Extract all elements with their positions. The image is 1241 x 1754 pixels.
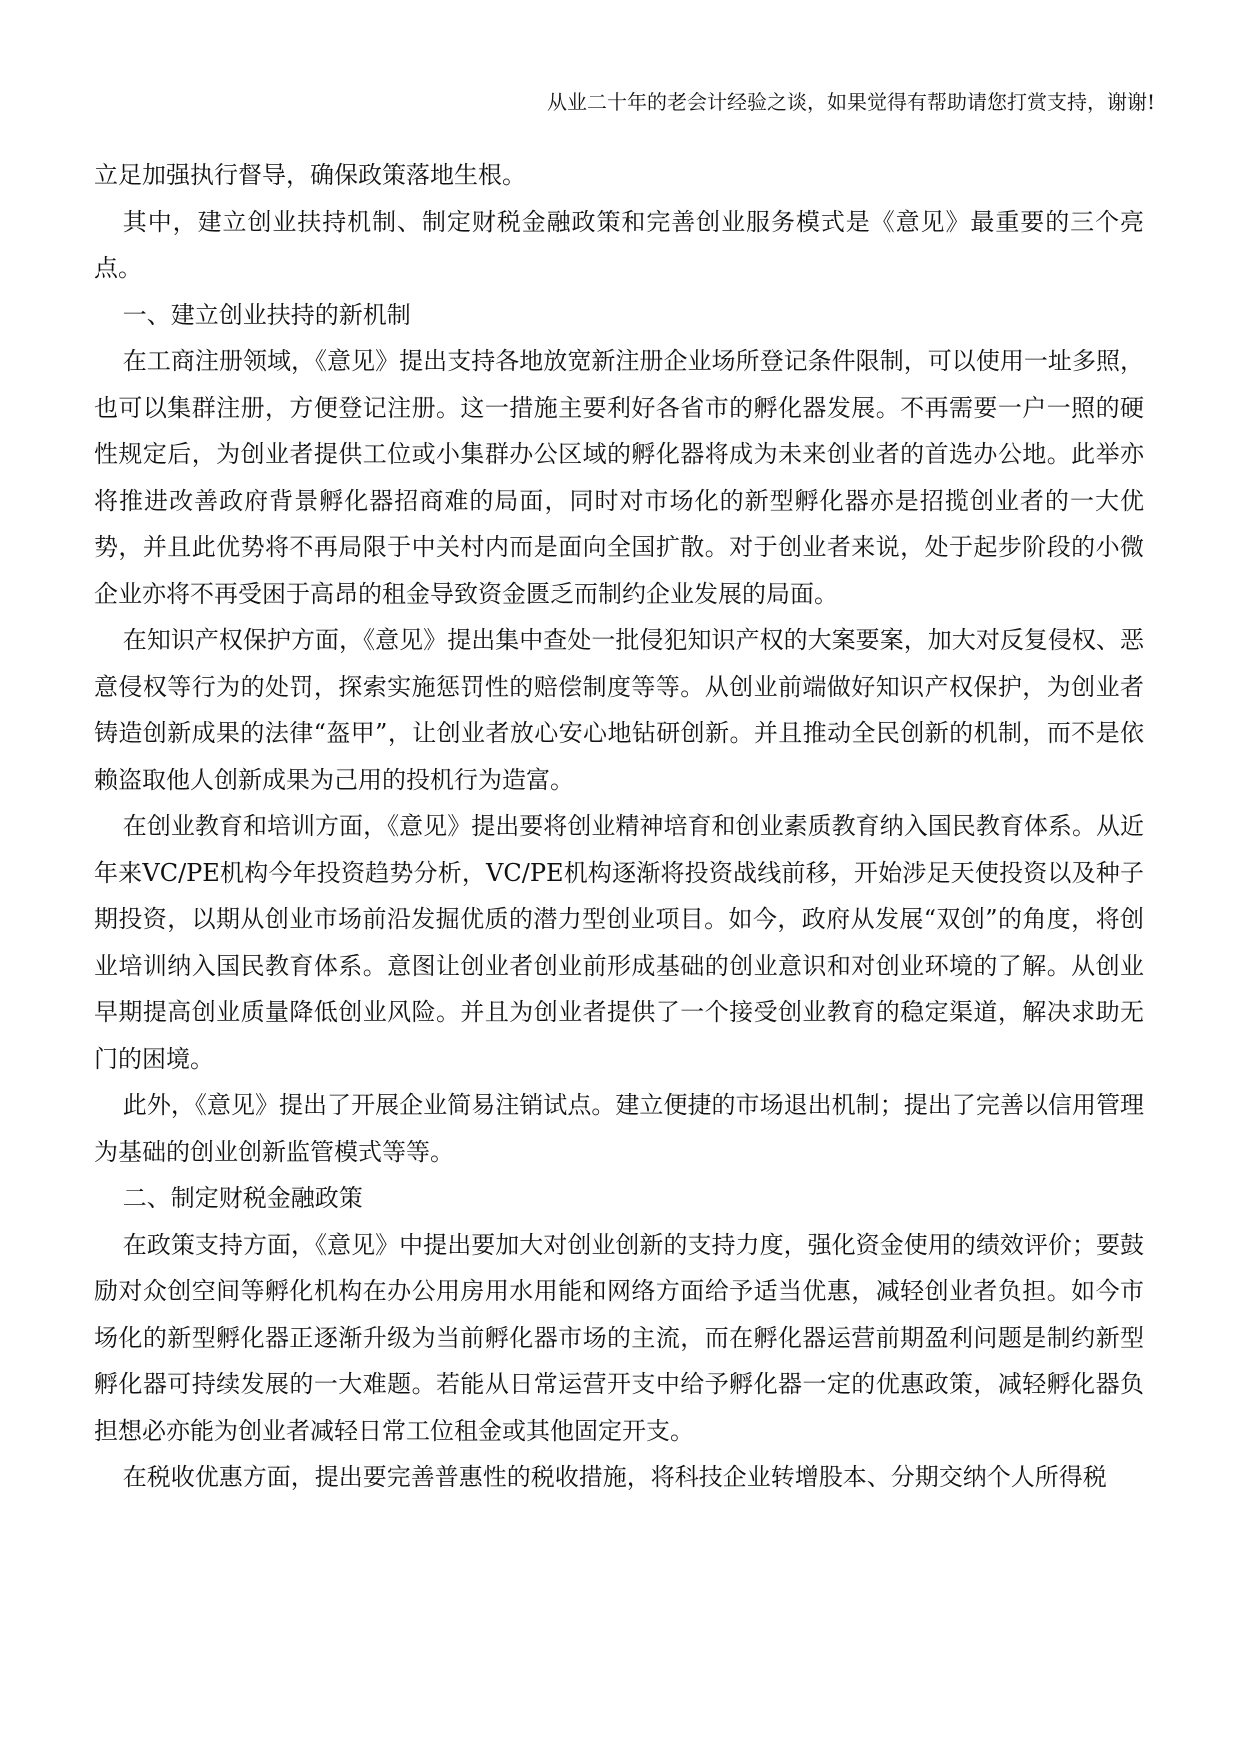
paragraph: 此外，《意见》提出了开展企业简易注销试点。建立便捷的市场退出机制；提出了完善以信用管理为基础的创业创新监管模式等等。 [94, 1091, 1144, 1166]
paragraph: 在工商注册领域，《意见》提出支持各地放宽新注册企业场所登记条件限制，可以使用一址多照，也可以集群注册，方便登记注册。这一措施主要利好各省市的孵化器发展。不再需要一户一照的硬性规定后，为创业者提供工位或小集群办公区域的孵化器将成为未来创业者的首选办公地。此举亦将推进改善政府背景孵化器招商难的局面，同时对市场化的新型孵化器亦是招揽创业者的一大优势，并且此优势将不再局限于中关村内而是面向全国扩散。对于创业者来说，处于起步阶段的小微企业亦将不再受困于高昂的租金导致资金匮乏而制约企业发展的局面。 [94, 347, 1144, 608]
section-heading: 一、建立创业扶持的新机制 [122, 300, 411, 329]
paragraph: 其中，建立创业扶持机制、制定财税金融政策和完善创业服务模式是《意见》最重要的三个亮点。 [94, 207, 1144, 282]
document-body [94, 152, 1144, 1501]
paragraph: 立足加强执行督导，确保政策落地生根。 [94, 161, 526, 189]
paragraph: 在创业教育和培训方面，《意见》提出要将创业精神培育和创业素质教育纳入国民教育体系。从近年来VC/PE机构今年投资趋势分析，VC/PE机构逐渐将投资战线前移，开始涉足天使投资以及种子期投资，以期从创业市场前沿发掘优质的潜力型创业项目。如今，政府从发展“双创”的角度，将创业培训纳入国民教育体系。意图让创业者创业前形成基础的创业意识和对创业环境的了解。从创业早期提高创业质量降低创业风险。并且为创业者提供了一个接受创业教育的稳定渠道，解决求助无门的困境。 [94, 812, 1144, 1073]
paragraph: 在政策支持方面，《意见》中提出要加大对创业创新的支持力度，强化资金使用的绩效评价；要鼓励对众创空间等孵化机构在办公用房用水用能和网络方面给予适当优惠，减轻创业者负担。如今市场化的新型孵化器正逐渐升级为当前孵化器市场的主流，而在孵化器运营前期盈利问题是制约新型孵化器可持续发展的一大难题。若能从日常运营开支中给予孵化器一定的优惠政策，减轻孵化器负担想必亦能为创业者减轻日常工位租金或其他固定开支。 [94, 1230, 1144, 1445]
paragraph: 在知识产权保护方面，《意见》提出集中查处一批侵犯知识产权的大案要案，加大对反复侵权、恶意侵权等行为的处罚，探索实施惩罚性的赔偿制度等等。从创业前端做好知识产权保护，为创业者铸造创新成果的法律“盔甲”，让创业者放心安心地钻研创新。并且推动全民创新的机制，而不是依赖盗取他人创新成果为己用的投机行为造富。 [94, 626, 1144, 794]
section-heading: 二、制定财税金融政策 [122, 1184, 363, 1212]
paragraph: 在税收优惠方面，提出要完善普惠性的税收措施，将科技企业转增股本、分期交纳个人所得税 [122, 1463, 1107, 1491]
page-header-tagline: 从业二十年的老会计经验之谈，如果觉得有帮助请您打赏支持，谢谢! [546, 90, 1155, 114]
